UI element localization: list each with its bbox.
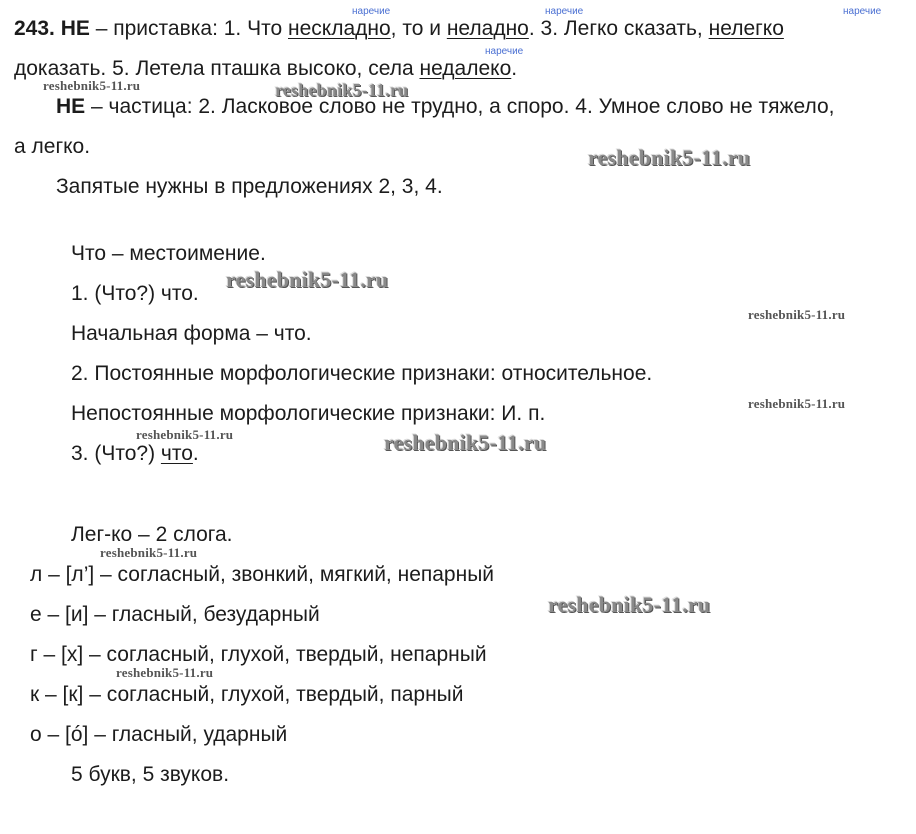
task-line-1 <box>14 16 784 42</box>
watermark: reshebnik5-11.ru <box>748 307 846 322</box>
tag-adverb-1: наречие <box>352 6 391 17</box>
watermark: reshebnik5-11.ru <box>384 430 547 455</box>
text-segment: . <box>511 57 518 80</box>
watermark: reshebnik5-11.ru <box>100 545 198 560</box>
watermark: reshebnik5-11.ru <box>136 427 234 442</box>
phonetic-summary: 5 букв, 5 звуков. <box>71 763 230 786</box>
phonetic-row: о – [ó] – гласный, ударный <box>30 723 288 746</box>
particle-line-1 <box>56 94 834 120</box>
morph-line-1: Что – местоимение. <box>71 242 266 265</box>
word-neskladno: нескладно <box>288 17 391 40</box>
watermark: reshebnik5-11.ru <box>588 145 751 170</box>
phonetic-row: е – [и] – гласный, безударный <box>30 603 320 626</box>
prefix-text: – приставка: 1. Что <box>89 17 288 40</box>
task-number: 243. <box>14 17 55 40</box>
text-segment: , то и <box>390 17 447 40</box>
tag-adverb-3: наречие <box>843 6 882 17</box>
watermark: reshebnik5-11.ru <box>748 396 846 411</box>
text-segment: . 3. Легко сказать, <box>528 17 709 40</box>
word-nelegko: нелегко <box>708 17 784 40</box>
watermark: reshebnik5-11.ru <box>226 267 389 292</box>
watermark: reshebnik5-11.ru <box>116 665 214 680</box>
tag-adverb-4: наречие <box>485 46 524 57</box>
morph-line-6 <box>71 441 199 467</box>
particle-title: НЕ <box>56 95 86 118</box>
morph-line-3: Начальная форма – что. <box>71 322 312 345</box>
watermark: reshebnik5-11.ru <box>43 78 141 93</box>
commas-line: Запятые нужны в предложениях 2, 3, 4. <box>56 175 443 198</box>
watermark: reshebnik5-11.ru <box>548 592 711 617</box>
phonetic-row: г – [х] – согласный, глухой, твердый, непарный <box>30 643 487 666</box>
text-segment: . <box>192 442 199 465</box>
morph-line-4: 2. Постоянные морфологические признаки: относительное. <box>71 362 653 385</box>
particle-line-2: а легко. <box>14 135 91 158</box>
word-chto: что <box>160 442 193 465</box>
morph-line-5: Непостоянные морфологические признаки: И. п. <box>71 402 546 425</box>
word-neladno: неладно <box>446 17 529 40</box>
watermark: reshebnik5-11.ru <box>275 80 409 100</box>
text-segment: – частица: 2. Ласковое слово не трудно, а споро. 4. Умное слово не тяжело, <box>85 95 835 118</box>
phonetic-row: л – [л’] – согласный, звонкий, мягкий, непарный <box>30 563 495 586</box>
morph-line-2: 1. (Что?) что. <box>71 282 199 305</box>
prefix-title: НЕ <box>60 17 90 40</box>
word-nedaleko: недалеко <box>419 57 512 80</box>
text-segment: доказать. 5. Летела пташка высоко, села <box>14 57 420 80</box>
phonetic-row: к – [к] – согласный, глухой, твердый, парный <box>30 683 464 706</box>
tag-adverb-2: наречие <box>545 6 584 17</box>
phonetic-title: Лег-ко – 2 слога. <box>71 523 233 546</box>
text-segment: 3. (Что?) <box>71 442 161 465</box>
